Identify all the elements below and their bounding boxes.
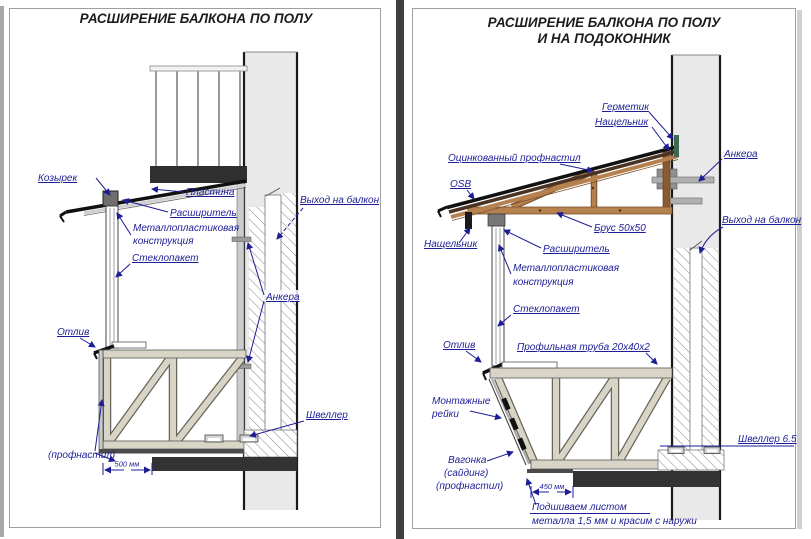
sill-hatch xyxy=(244,430,297,457)
sill-strip xyxy=(502,362,557,368)
expander-plate-block xyxy=(103,191,118,206)
truss-bottom-chord xyxy=(103,441,246,449)
label-otliv: Отлив xyxy=(443,340,476,351)
label-nashchelnik-left: Нащельник xyxy=(424,239,478,250)
label-profilnaya-truba: Профильная труба 20х40х2 xyxy=(517,342,650,353)
window-sill xyxy=(112,342,146,348)
label-ankera: Анкера xyxy=(724,149,758,160)
label-vagonka-line2: (сайдинг) xyxy=(444,468,489,479)
label-rasshiritel: Расширитель xyxy=(170,208,237,219)
label-shveller: Швеллер xyxy=(306,410,348,421)
screw-dot xyxy=(592,187,594,189)
left-panel xyxy=(10,9,381,528)
bottom-sheet xyxy=(99,449,246,454)
wall-hatch-left-pier xyxy=(674,248,690,452)
panel-divider-shadow xyxy=(396,0,404,539)
page-left-edge xyxy=(0,6,4,537)
nashchelnik-strip xyxy=(465,212,472,229)
label-podshiv-line2: металла 1,5 мм и красим с наружи xyxy=(532,516,697,527)
dimension-text: 450 мм xyxy=(539,482,565,491)
label-metalloplast-line2: конструкция xyxy=(513,277,574,288)
label-vagonka-line1: Вагонка xyxy=(448,455,487,466)
anchor-bolt xyxy=(232,237,251,242)
lower-balcony-slab xyxy=(573,471,720,487)
label-steklopaket: Стеклопакет xyxy=(132,253,199,264)
wall-hatch-right-pier xyxy=(702,248,718,452)
balcony-slab xyxy=(150,166,247,183)
page-right-edge xyxy=(797,10,802,529)
label-ankera: Анкера xyxy=(266,292,300,303)
screw-dot xyxy=(539,209,541,211)
label-otliv: Отлив xyxy=(57,327,90,338)
label-vyhod-na-balkon: Выход на балкон xyxy=(722,215,802,226)
label-podshiv-line1: Подшиваем листом xyxy=(532,502,627,513)
wall-junction-strip xyxy=(674,135,679,157)
right-panel-title-line1: РАСШИРЕНИЕ БАЛКОНА ПО ПОЛУ xyxy=(487,15,721,30)
railing-handrail xyxy=(150,66,247,71)
label-shveller: Швеллер 6.5 xyxy=(738,434,797,445)
right-panel-title-line2: И НА ПОДОКОННИК xyxy=(537,31,671,46)
label-vyhod-na-balkon: Выход на балкон xyxy=(300,195,380,206)
expander-block xyxy=(488,214,505,226)
label-montazhnye-line1: Монтажные xyxy=(432,396,491,407)
label-metalloplast-line2: конструкция xyxy=(133,236,194,247)
label-plastina: Пластина xyxy=(186,187,235,198)
front-sheathing xyxy=(99,350,103,453)
left-panel-title: РАСШИРЕНИЕ БАЛКОНА ПО ПОЛУ xyxy=(79,11,313,26)
label-brus: Брус 50х50 xyxy=(594,223,646,234)
label-germetik: Герметик xyxy=(602,102,649,113)
door-opening xyxy=(265,195,281,452)
label-vagonka-line3: (профнастил) xyxy=(436,481,504,492)
label-ocinkovannyj-profnastil: Оцинкованный профнастил xyxy=(448,153,581,164)
label-profnastil: (профнастил) xyxy=(48,450,116,461)
wall-hatch-right-pier xyxy=(281,193,296,452)
dimension-text: 500 мм xyxy=(114,459,140,469)
truss-bottom-chord xyxy=(531,460,672,469)
label-montazhnye-line2: рейки xyxy=(432,409,459,420)
truss-top-chord xyxy=(103,350,246,358)
screw-dot xyxy=(619,209,621,211)
label-kozyrek: Козырек xyxy=(38,173,78,184)
right-panel xyxy=(413,9,802,529)
anchor-bolt xyxy=(652,177,714,183)
floor-platform xyxy=(490,368,672,378)
window-frame xyxy=(492,226,504,366)
label-rasshiritel: Расширитель xyxy=(543,244,610,255)
label-osb: OSB xyxy=(450,179,472,190)
label-metalloplast-line1: Металлопластиковая xyxy=(133,223,240,234)
lower-balcony-slab xyxy=(152,457,297,471)
label-steklopaket: Стеклопакет xyxy=(513,304,580,315)
door-opening xyxy=(690,248,702,452)
bottom-metal-sheet xyxy=(527,469,573,473)
label-nashchelnik-top: Нащельник xyxy=(595,117,649,128)
label-metalloplast-line1: Металлопластиковая xyxy=(513,263,620,274)
